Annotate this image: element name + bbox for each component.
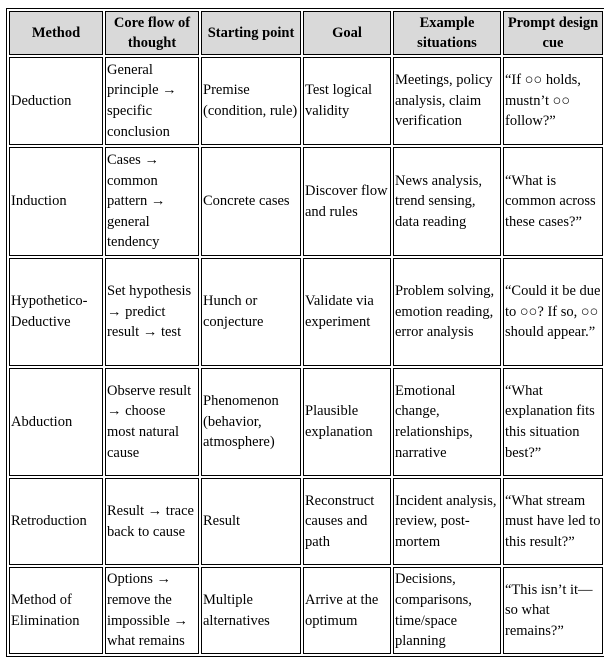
cell-starting-point: Premise (condition, rule): [201, 57, 301, 145]
cell-method: Induction: [9, 147, 103, 256]
table-row: [9, 368, 603, 476]
cell-starting-point: Phenomenon (behavior, atmosphere): [201, 368, 301, 476]
cell-goal: Discover flow and rules: [303, 147, 391, 256]
cell-method: Retroduction: [9, 478, 103, 565]
cell-method: Method of Elimination: [9, 567, 103, 654]
cell-starting-point: Multiple alternatives: [201, 567, 301, 654]
table-row: [9, 567, 603, 654]
cell-prompt-cue: “If ○○ holds, mustn’t ○○ follow?”: [503, 57, 603, 145]
cell-method: Abduction: [9, 368, 103, 476]
cell-example-situations: News analysis, trend sensing, data reading: [393, 147, 501, 256]
cell-example-situations: Incident analysis, review, post-mortem: [393, 478, 501, 565]
cell-core-flow: Result → trace back to cause: [105, 478, 199, 565]
header-goal: Goal: [303, 11, 391, 55]
table-row: [9, 478, 603, 565]
cell-prompt-cue: “This isn’t it—so what remains?”: [503, 567, 603, 654]
cell-core-flow: Observe result → choose most natural cause: [105, 368, 199, 476]
cell-core-flow: Options → remove the impossible → what remains: [105, 567, 199, 654]
cell-method: Deduction: [9, 57, 103, 145]
cell-example-situations: Problem solving, emotion reading, error analysis: [393, 258, 501, 366]
cell-goal: Validate via experiment: [303, 258, 391, 366]
header-row: [9, 11, 603, 55]
header-method: Method: [9, 11, 103, 55]
cell-core-flow: Set hypothesis → predict result → test: [105, 258, 199, 366]
cell-prompt-cue: “What is common across these cases?”: [503, 147, 603, 256]
header-core-flow: Core flow of thought: [105, 11, 199, 55]
cell-starting-point: Hunch or conjecture: [201, 258, 301, 366]
cell-prompt-cue: “What stream must have led to this result?”: [503, 478, 603, 565]
cell-starting-point: Concrete cases: [201, 147, 301, 256]
cell-goal: Reconstruct causes and path: [303, 478, 391, 565]
cell-prompt-cue: “What explanation fits this situation best?”: [503, 368, 603, 476]
cell-core-flow: Cases → common pattern → general tendency: [105, 147, 199, 256]
cell-goal: Test logical validity: [303, 57, 391, 145]
cell-example-situations: Meetings, policy analysis, claim verification: [393, 57, 501, 145]
cell-example-situations: Emotional change, relationships, narrative: [393, 368, 501, 476]
header-starting-point: Starting point: [201, 11, 301, 55]
header-prompt-cue: Prompt design cue: [503, 11, 603, 55]
header-example-situations: Example situations: [393, 11, 501, 55]
cell-prompt-cue: “Could it be due to ○○? If so, ○○ should appear.”: [503, 258, 603, 366]
cell-method: Hypothetico-Deductive: [9, 258, 103, 366]
table-row: [9, 57, 603, 145]
cell-core-flow: General principle → specific conclusion: [105, 57, 199, 145]
cell-goal: Arrive at the optimum: [303, 567, 391, 654]
reasoning-methods-table: [6, 8, 604, 657]
table-row: [9, 258, 603, 366]
table-row: [9, 147, 603, 256]
cell-example-situations: Decisions, comparisons, time/space planning: [393, 567, 501, 654]
table-container: [6, 8, 604, 657]
cell-starting-point: Result: [201, 478, 301, 565]
cell-goal: Plausible explanation: [303, 368, 391, 476]
